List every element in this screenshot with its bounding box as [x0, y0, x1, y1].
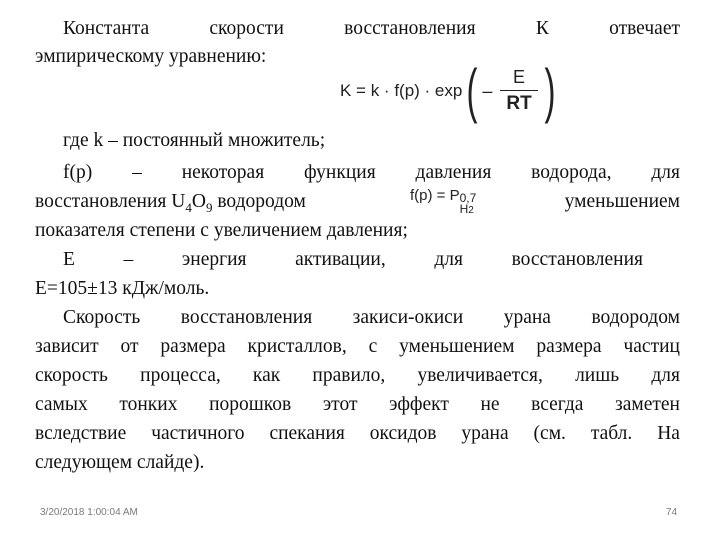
- def-fp-text-mid: водородом: [212, 191, 306, 212]
- def-word: водорода,: [531, 162, 612, 183]
- formula-minus: –: [482, 80, 493, 101]
- formula-fraction: [500, 67, 537, 115]
- pressure-exponent-group: [460, 193, 477, 216]
- body-word: правило,: [312, 365, 386, 386]
- body-word: всегда: [531, 394, 584, 415]
- def-fp-line-3: показателя степени с увеличением давления;: [35, 220, 408, 241]
- body-word: размера: [536, 336, 602, 357]
- body-word: уменьшением: [399, 336, 515, 357]
- def-word: –: [123, 249, 134, 270]
- def-fp-text-start: восстановления U: [35, 191, 186, 212]
- def-word: для: [651, 162, 680, 183]
- body-line-4: [35, 392, 680, 418]
- body-word: оксидов: [369, 423, 437, 444]
- body-word: от: [120, 336, 139, 357]
- def-e-line-1: [35, 247, 643, 273]
- intro-word: скорости: [209, 18, 284, 39]
- def-fp-text-end: уменьшением: [564, 191, 680, 212]
- def-e-line-2: Е=105±13 кДж/моль.: [35, 278, 210, 299]
- oxygen-letter: O: [191, 191, 206, 212]
- body-word: На: [657, 423, 680, 444]
- body-word: табл.: [590, 423, 633, 444]
- body-word: спекания: [269, 423, 345, 444]
- def-word: активации,: [295, 249, 386, 270]
- def-word: Е: [63, 249, 75, 270]
- page-number: 74: [666, 507, 678, 518]
- body-word: самых: [35, 394, 88, 415]
- body-line-5: [35, 421, 680, 447]
- body-word: урана: [503, 307, 551, 328]
- body-word: урана: [461, 423, 509, 444]
- intro-word: отвечает: [609, 18, 680, 39]
- pressure-formula-lhs: f(p) = P: [410, 187, 460, 204]
- body-word: заметен: [615, 394, 680, 415]
- right-paren: ): [544, 57, 556, 124]
- u-subscript: 4: [185, 200, 192, 215]
- def-word: некоторая: [181, 162, 265, 183]
- def-word: –: [132, 162, 142, 183]
- body-word: (см.: [533, 423, 566, 444]
- body-word: эффект: [389, 394, 449, 415]
- body-word: частиц: [623, 336, 680, 357]
- pressure-subscript: [460, 204, 477, 216]
- def-word: восстановления: [511, 249, 643, 270]
- fraction-numerator: E: [513, 67, 526, 87]
- body-line-3: [35, 363, 680, 389]
- def-fp-line-2: [35, 189, 680, 221]
- body-word: закиси-окиси: [352, 307, 464, 328]
- formula-lhs: K = k · f(p) · exp: [340, 81, 463, 100]
- hydrogen-letter: H: [459, 202, 469, 216]
- def-word: давления: [415, 162, 492, 183]
- o-subscript: 9: [205, 200, 213, 215]
- def-word: функция: [304, 162, 376, 183]
- body-word: размера: [160, 336, 226, 357]
- def-word: для: [434, 249, 463, 270]
- fraction-denominator: RT: [500, 90, 537, 115]
- intro-word: К: [535, 18, 549, 39]
- body-word: кристаллов,: [247, 336, 347, 357]
- intro-line-1: [35, 16, 680, 42]
- body-line-6: следующем слайде).: [35, 452, 205, 473]
- body-word: как: [252, 365, 281, 386]
- body-word: порошков: [209, 394, 292, 415]
- body-word: увеличивается,: [417, 365, 543, 386]
- body-word: для: [651, 365, 680, 386]
- def-word: энергия: [181, 249, 247, 270]
- body-word: частичного: [151, 423, 245, 444]
- body-word: лишь: [575, 365, 620, 386]
- body-word: процесса,: [140, 365, 221, 386]
- body-line-2: [35, 334, 680, 360]
- pressure-function-formula: [410, 183, 476, 216]
- body-word: не: [480, 394, 500, 415]
- body-word: с: [368, 336, 378, 357]
- body-word: вследствие: [35, 423, 127, 444]
- left-paren: (: [466, 57, 478, 124]
- body-word: восстановления: [180, 307, 313, 328]
- body-word: скорость: [35, 365, 108, 386]
- body-line-1: [35, 305, 680, 331]
- body-word: тонких: [119, 394, 178, 415]
- body-word: водородом: [591, 307, 680, 328]
- rate-constant-formula: [340, 57, 560, 124]
- footer-date: 3/20/2018 1:00:04 AM: [40, 507, 138, 518]
- intro-word: восстановления: [344, 18, 476, 39]
- body-word: Скорость: [63, 307, 141, 328]
- def-word: f(p): [63, 162, 93, 183]
- body-word: этот: [322, 394, 358, 415]
- hydrogen-subscript: 2: [468, 205, 474, 216]
- intro-word: Константа: [63, 18, 150, 39]
- intro-line-2: эмпирическому уравнению:: [35, 46, 267, 67]
- pressure-exponent: 0,7: [459, 191, 477, 205]
- def-k-line: где k – постоянный множитель;: [63, 130, 326, 151]
- body-word: зависит: [35, 336, 99, 357]
- def-fp-line-1: [35, 160, 680, 186]
